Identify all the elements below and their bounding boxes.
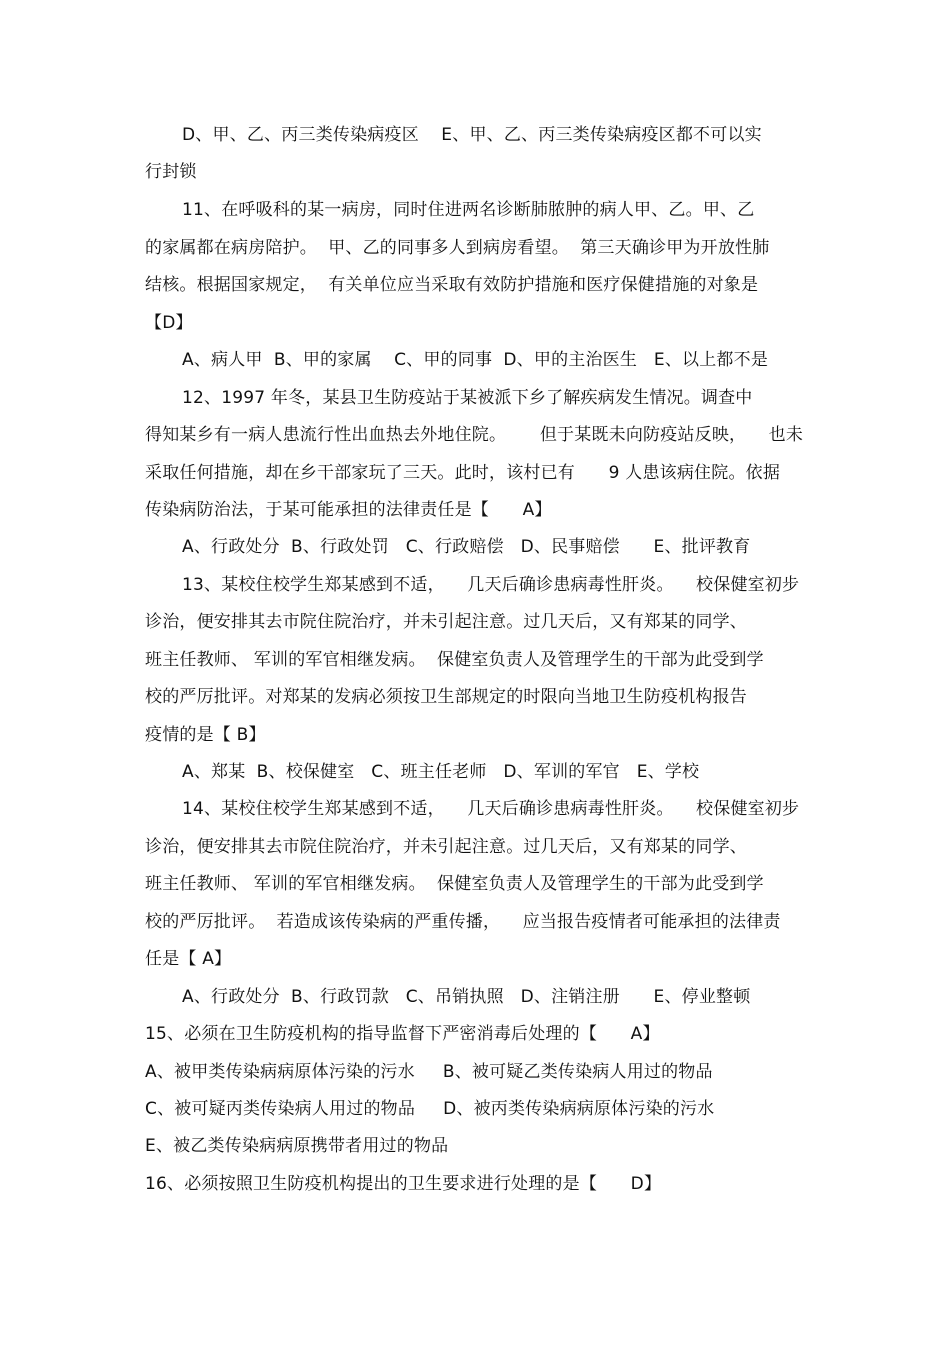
text-line: 13、某校住校学生郑某感到不适， 几天后确诊患病毒性肝炎。 校保健室初步 — [182, 575, 800, 595]
text-line: 班主任教师、 军训的军官相继发病。 保健室负责人及管理学生的干部为此受到学 — [145, 650, 764, 670]
text-line: 得知某乡有一病人患流行性出血热去外地住院。 但于某既未向防疫站反映， 也未 — [145, 425, 804, 445]
text-line: A、被甲类传染病病原体污染的污水 B、被可疑乙类传染病人用过的物品 — [145, 1062, 713, 1082]
text-line: A、病人甲 B、甲的家属 C、甲的同事 D、甲的主治医生 E、以上都不是 — [182, 350, 769, 370]
text-line: 任是【 A】 — [145, 949, 232, 969]
text-line: 班主任教师、 军训的军官相继发病。 保健室负责人及管理学生的干部为此受到学 — [145, 874, 764, 894]
text-line: 11、在呼吸科的某一病房，同时住进两名诊断肺脓肿的病人甲、乙。甲、乙 — [182, 200, 755, 220]
text-line: 校的严厉批评。 若造成该传染病的严重传播， 应当报告疫情者可能承担的法律责 — [145, 912, 781, 932]
text-line: A、行政处分 B、行政处罚 C、行政赔偿 D、民事赔偿 E、批评教育 — [182, 537, 751, 557]
text-line: D、甲、乙、丙三类传染病疫区 E、甲、乙、丙三类传染病疫区都不可以实 — [182, 125, 762, 145]
text-line: 疫情的是【 B】 — [145, 725, 266, 745]
text-line: 行封锁 — [145, 162, 197, 182]
text-line: C、被可疑丙类传染病人用过的物品 D、被丙类传染病病原体污染的污水 — [145, 1099, 715, 1119]
text-line: 诊治，便安排其去市院住院治疗，并未引起注意。过几天后，又有郑某的同学、 — [145, 837, 747, 857]
text-line: 采取任何措施，却在乡干部家玩了三天。此时，该村已有 9 人患该病住院。依据 — [145, 463, 781, 483]
text-line: 传染病防治法，于某可能承担的法律责任是【 A】 — [145, 500, 552, 520]
text-line: 的家属都在病房陪护。 甲、乙的同事多人到病房看望。 第三天确诊甲为开放性肺 — [145, 238, 770, 258]
text-line: 结核。根据国家规定， 有关单位应当采取有效防护措施和医疗保健措施的对象是 — [145, 275, 759, 295]
text-line: 诊治，便安排其去市院住院治疗，并未引起注意。过几天后，又有郑某的同学、 — [145, 612, 747, 632]
text-line: 15、必须在卫生防疫机构的指导监督下严密消毒后处理的【 A】 — [145, 1024, 660, 1044]
text-line: 12、1997 年冬，某县卫生防疫站于某被派下乡了解疾病发生情况。调查中 — [182, 388, 753, 408]
text-line: 校的严厉批评。对郑某的发病必须按卫生部规定的时限向当地卫生防疫机构报告 — [145, 687, 747, 707]
text-line: 16、必须按照卫生防疫机构提出的卫生要求进行处理的是【 D】 — [145, 1174, 662, 1194]
text-line: E、被乙类传染病病原携带者用过的物品 — [145, 1136, 449, 1156]
text-line: A、郑某 B、校保健室 C、班主任老师 D、军训的军官 E、学校 — [182, 762, 700, 782]
text-line: A、行政处分 B、行政罚款 C、吊销执照 D、注销注册 E、停业整顿 — [182, 987, 751, 1007]
text-line: 14、某校住校学生郑某感到不适， 几天后确诊患病毒性肝炎。 校保健室初步 — [182, 799, 800, 819]
text-line: 【D】 — [145, 313, 193, 333]
